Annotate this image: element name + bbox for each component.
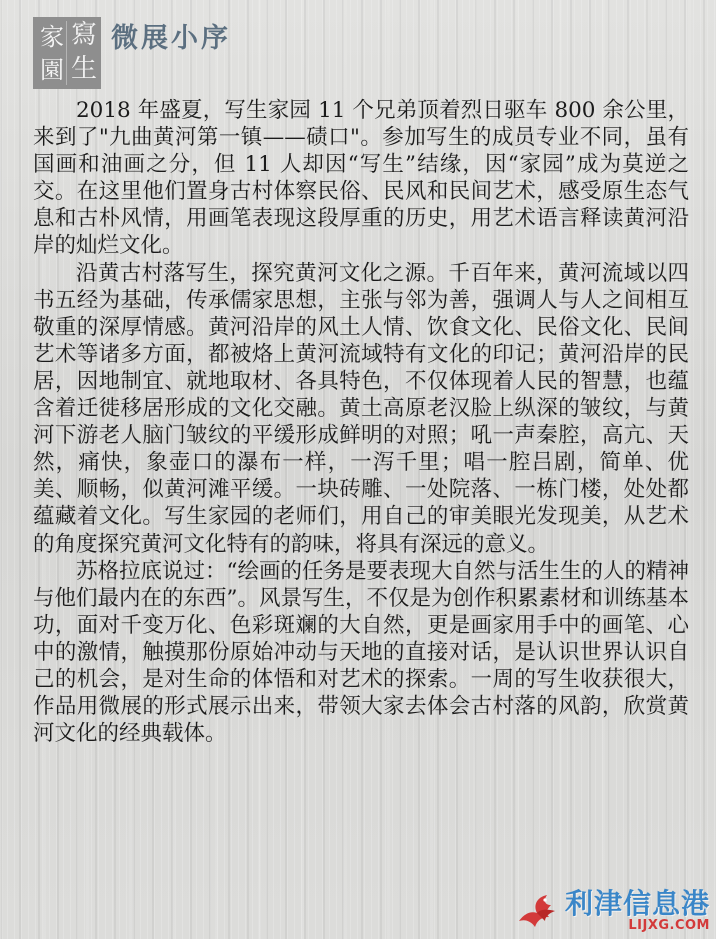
seal-char: 園 <box>40 56 64 84</box>
phoenix-logo-icon <box>515 891 561 931</box>
seal-char: 生 <box>70 54 97 84</box>
seal-char: 家 <box>40 23 64 51</box>
page-title: 微展小序 <box>111 23 231 54</box>
watermark-brand: 利津信息港 <box>564 887 710 920</box>
watermark-url: LIJXG.COM <box>628 918 710 933</box>
paragraph: 苏格拉底说过：“绘画的任务是要表现大自然与活生生的人的精神与他们最内在的东西”。风景写生，不仅是为创作积累素材和训练基本功，面对千变万化、色彩斑斓的大自然，更是画家用手中的画笔、心中的激情，触摸那份原始冲动与天地的直接对话，是认识世界认识自己的机会，是对生命的体悟和对艺术的探索。一周的写生收获很大，作品用微展的形式展示出来，带领大家去体会古村落的风韵，欣赏黄河文化的经典载体。 <box>33 558 689 747</box>
seal-logo <box>33 17 101 89</box>
article-header <box>33 17 231 89</box>
paragraph: 沿黄古村落写生，探究黄河文化之源。千百年来，黄河流域以四书五经为基础，传承儒家思想，主张与邻为善，强调人与人之间相互敬重的深厚情感。黄河沿岸的风土人情、饮食文化、民俗文化、民间艺术等诸多方面，都被烙上黄河流域特有文化的印记；黄河沿岸的民居，因地制宜、就地取材、各具特色，不仅体现着人民的智慧，也蕴含着迁徙移居形成的文化交融。黄土高原老汉脸上纵深的皱纹，与黄河下游老人脑门皱纹的平缓形成鲜明的对照；吼一声秦腔，高亢、天然，痛快，象壶口的瀑布一样，一泻千里；唱一腔吕剧，简单、优美、顺畅，似黄河滩平缓。一块砖雕、一处院落、一栋门楼，处处都蕴藏着文化。写生家园的老师们，用自己的审美眼光发现美，从艺术的角度探究黄河文化特有的韵味，将具有深远的意义。 <box>33 260 689 557</box>
paragraph: 2018 年盛夏，写生家园 11 个兄弟顶着烈日驱车 800 余公里，来到了"九曲黄河第一镇——碛口"。参加写生的成员专业不同，虽有国画和油画之分，但 11 人却因“写生”结缘，因“家园”成为莫逆之交。在这里他们置身古村体察民俗、民风和民间艺术，感受原生态气息和古朴风情，用画笔表现这段厚重的历史，用艺术语言释读黄河沿岸的灿烂文化。 <box>33 98 689 259</box>
site-watermark <box>515 889 710 933</box>
article-body <box>33 97 689 747</box>
watermark-text <box>565 889 710 933</box>
seal-char: 寫 <box>70 20 97 50</box>
